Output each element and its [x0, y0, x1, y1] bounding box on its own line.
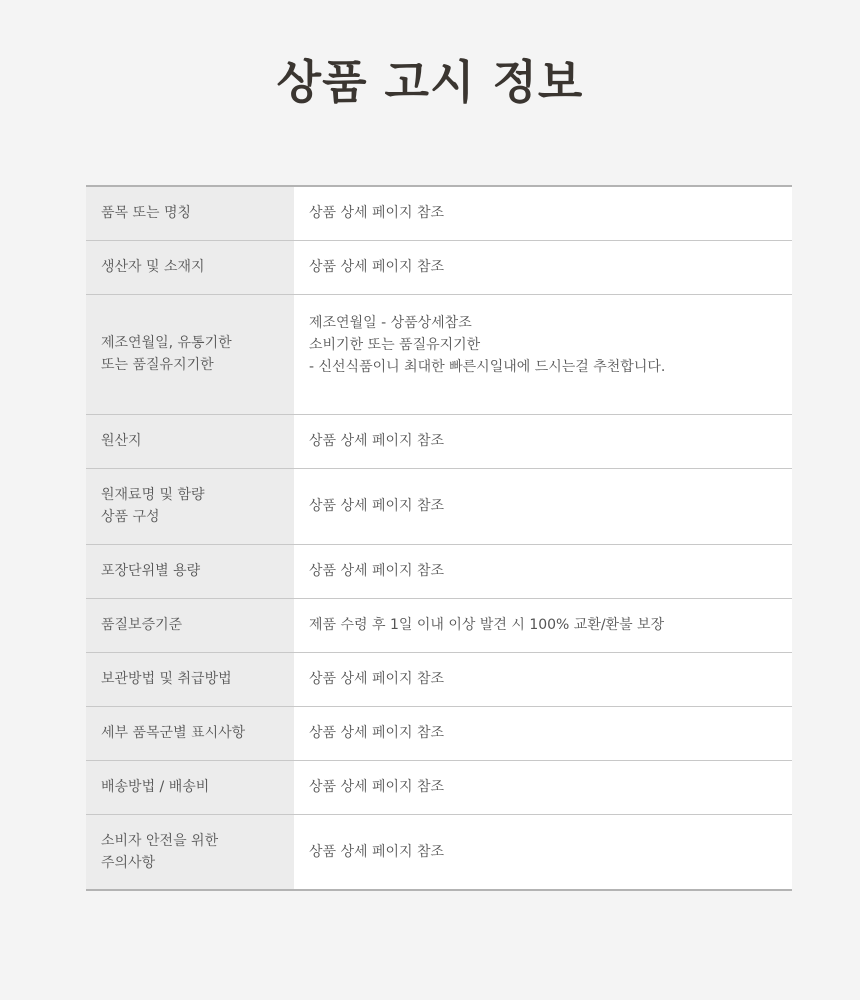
table-row: [86, 544, 792, 598]
row-value: 상품 상세 페이지 참조: [294, 544, 792, 598]
table-row: [86, 598, 792, 652]
row-value: 상품 상세 페이지 참조: [294, 706, 792, 760]
row-label: 배송방법 / 배송비: [86, 760, 294, 814]
table-row: [86, 652, 792, 706]
row-value: 제조연월일 - 상품상세참조 소비기한 또는 품질유지기한 - 신선식품이니 최대한 빠른시일내에 드시는걸 추천합니다.: [294, 294, 792, 414]
row-value: 상품 상세 페이지 참조: [294, 652, 792, 706]
row-value: 상품 상세 페이지 참조: [294, 414, 792, 468]
table-row: [86, 706, 792, 760]
table-row: [86, 186, 792, 240]
row-value: 제품 수령 후 1일 이내 이상 발견 시 100% 교환/환불 보장: [294, 598, 792, 652]
row-value: 상품 상세 페이지 참조: [294, 186, 792, 240]
row-label: 품질보증기준: [86, 598, 294, 652]
row-value: 상품 상세 페이지 참조: [294, 240, 792, 294]
table-row: [86, 814, 792, 890]
row-label: 원산지: [86, 414, 294, 468]
row-label: 세부 품목군별 표시사항: [86, 706, 294, 760]
row-value: 상품 상세 페이지 참조: [294, 760, 792, 814]
row-label: 생산자 및 소재지: [86, 240, 294, 294]
row-label: 제조연월일, 유통기한 또는 품질유지기한: [86, 294, 294, 414]
row-value: 상품 상세 페이지 참조: [294, 814, 792, 890]
row-label: 소비자 안전을 위한 주의사항: [86, 814, 294, 890]
row-label: 포장단위별 용량: [86, 544, 294, 598]
table-row: [86, 240, 792, 294]
row-value: 상품 상세 페이지 참조: [294, 468, 792, 544]
product-notice-table: [86, 185, 792, 891]
table-row: [86, 414, 792, 468]
row-label: 원재료명 및 함량 상품 구성: [86, 468, 294, 544]
row-label: 보관방법 및 취급방법: [86, 652, 294, 706]
row-label: 품목 또는 명칭: [86, 186, 294, 240]
table-row: [86, 294, 792, 414]
table-row: [86, 760, 792, 814]
table-row: [86, 468, 792, 544]
page-title: 상품 고시 정보: [276, 55, 584, 109]
